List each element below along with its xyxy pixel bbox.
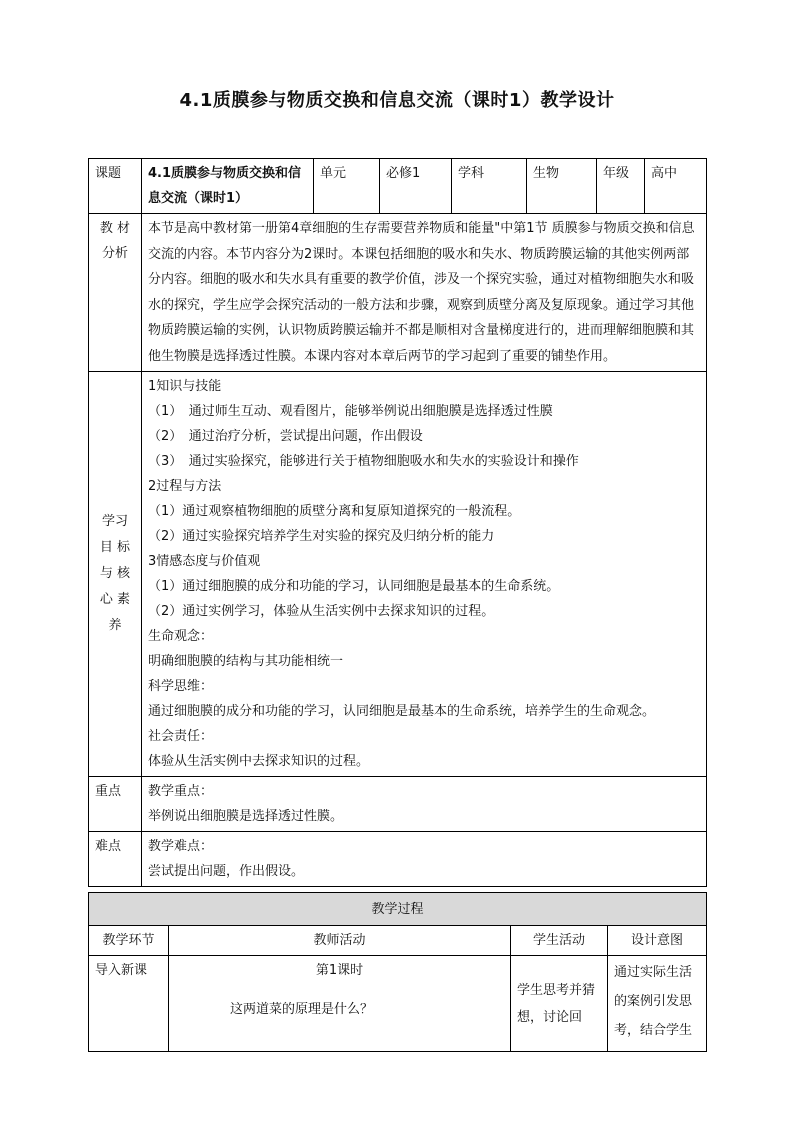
lesson-number: 第1课时 <box>315 963 364 978</box>
objective-line: （2） 通过治疗分析，尝试提出问题，作出假设 <box>148 429 423 444</box>
objective-line: （1）通过观察植物细胞的质壁分离和复原知道探究的一般流程。 <box>148 504 521 519</box>
objective-line: 明确细胞膜的结构与其功能相统一 <box>148 654 344 669</box>
grade-label: 年级 <box>597 159 645 214</box>
grade-value: 高中 <box>645 159 707 214</box>
header-design-intent: 设计意图 <box>608 926 707 956</box>
unit-label: 单元 <box>314 159 380 214</box>
header-student-activity: 学生活动 <box>511 926 608 956</box>
objective-line: （2）通过实验探究培养学生对实验的探究及归纳分析的能力 <box>148 529 495 544</box>
objective-line: 3情感态度与价值观 <box>148 554 261 569</box>
objective-line: （3） 通过实验探究，能够进行关于植物细胞吸水和失水的实验设计和操作 <box>148 454 579 469</box>
key-points-content <box>142 777 707 832</box>
difficulties-label: 难点 <box>89 832 142 887</box>
objective-line: （2）通过实例学习，体验从生活实例中去探求知识的过程。 <box>148 604 495 619</box>
student-activity-cell: 学生思考并猜想，讨论回 <box>511 956 608 1052</box>
design-intent-cell: 通过实际生活的案例引发思考，结合学生 <box>608 956 707 1052</box>
document-title: 4.1质膜参与物质交换和信息交流（课时1）教学设计 <box>179 90 615 111</box>
difficulties-content <box>142 832 707 887</box>
teaching-process-heading: 教学过程 <box>89 893 707 926</box>
lesson-info-table <box>88 158 707 887</box>
objective-line: 2过程与方法 <box>148 479 222 494</box>
objective-line: 生命观念： <box>148 629 214 644</box>
unit-value: 必修1 <box>380 159 452 214</box>
header-stage: 教学环节 <box>89 926 169 956</box>
objective-line: 体验从生活实例中去探求知识的过程。 <box>148 754 370 769</box>
objective-line: 通过细胞膜的成分和功能的学习，认同细胞是最基本的生命系统，培养学生的生命观念。 <box>148 704 656 719</box>
subject-value: 生物 <box>527 159 597 214</box>
key-points-label: 重点 <box>89 777 142 832</box>
objective-line: 科学思维： <box>148 679 214 694</box>
key-points-text: 举例说出细胞膜是选择透过性膜。 <box>148 809 344 824</box>
objectives-label: 学习 目 标 与 核 心 素 养 <box>89 372 142 777</box>
teacher-question: 这两道菜的原理是什么？ <box>230 1002 374 1017</box>
topic-value: 4.1质膜参与物质交换和信息交流（课时1） <box>142 159 314 214</box>
difficulties-heading: 教学难点： <box>148 839 214 854</box>
topic-label: 课题 <box>89 159 142 214</box>
stage-cell: 导入新课 <box>89 956 169 1052</box>
objective-line: 1知识与技能 <box>148 379 222 394</box>
subject-label: 学科 <box>452 159 527 214</box>
difficulties-text: 尝试提出问题，作出假设。 <box>148 864 305 879</box>
objective-line: 社会责任： <box>148 729 214 744</box>
objectives-content <box>142 372 707 777</box>
analysis-label: 教 材 分析 <box>89 214 142 372</box>
teaching-process-table <box>88 892 707 1052</box>
header-teacher-activity: 教师活动 <box>169 926 511 956</box>
key-points-heading: 教学重点： <box>148 784 214 799</box>
teacher-activity-cell <box>169 956 511 1052</box>
analysis-text: 本节是高中教材第一册第4章细胞的生存需要营养物质和能量"中第1节 质膜参与物质交换和信息交流的内容。本节内容分为2课时。本课包括细胞的吸水和失水、物质跨膜运输的其他实例两部分内容。细胞的吸水和失水具有重要的教学价值，涉及一个探究实验，通过对植物细胞失水和吸水的探究，学生应学会探究活动的一般方法和步骤，观察到质壁分离及复原现象。通过学习其他物质跨膜运输的实例，认识物质跨膜运输并不都是顺相对含量梯度进行的，进而理解细胞膜和其他生物膜是选择透过性膜。本课内容对本章后两节的学习起到了重要的铺垫作用。 <box>142 214 707 372</box>
objective-line: （1） 通过师生互动、观看图片，能够举例说出细胞膜是选择透过性膜 <box>148 404 553 419</box>
objective-line: （1）通过细胞膜的成分和功能的学习，认同细胞是最基本的生命系统。 <box>148 579 560 594</box>
